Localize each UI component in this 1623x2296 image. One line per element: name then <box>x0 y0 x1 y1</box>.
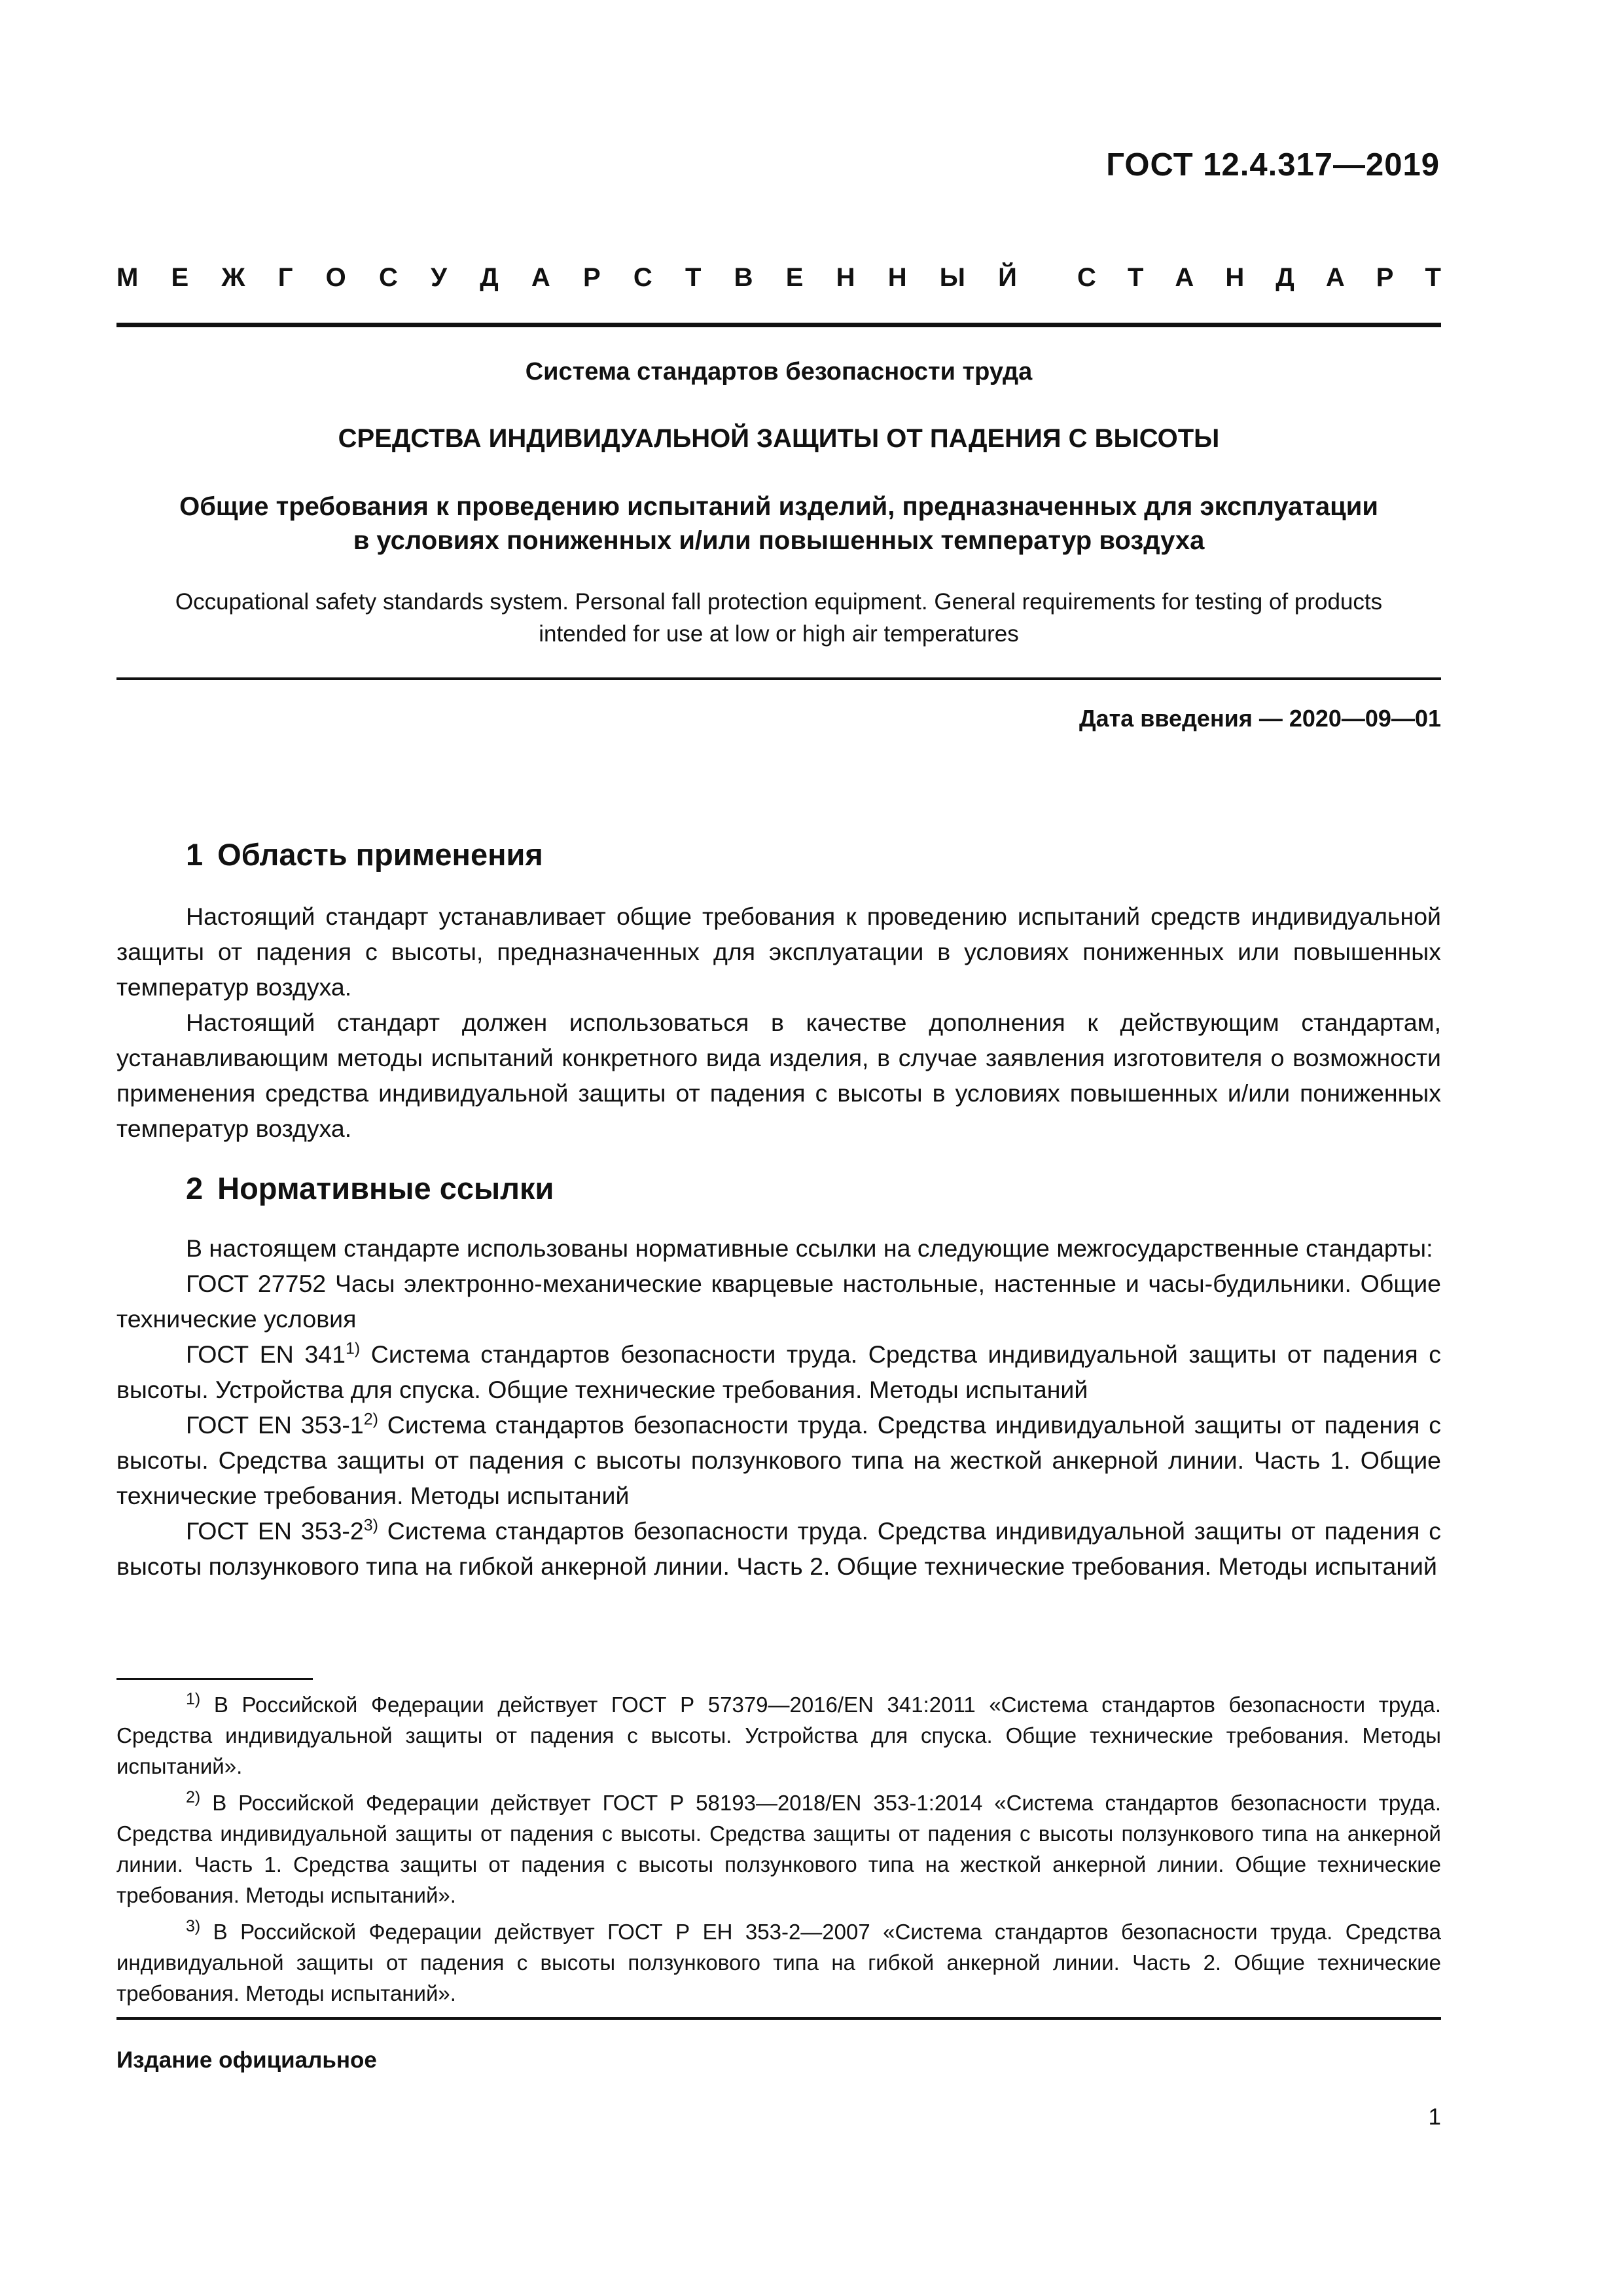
banner-letter: М <box>116 263 139 292</box>
footnote-marker: 2) <box>186 1788 201 1806</box>
footnote <box>116 1916 1441 2009</box>
banner-letter: Д <box>480 263 499 292</box>
footnote-marker: 1) <box>186 1690 201 1708</box>
subtitle <box>116 490 1441 558</box>
section-title: Нормативные ссылки <box>217 1171 554 1206</box>
footnote-marker[interactable]: 2) <box>363 1410 378 1429</box>
banner-letter: С <box>633 263 652 292</box>
banner-letter: Н <box>1225 263 1245 292</box>
footnote-text: В Российской Федерации действует ГОСТ Р 57379—2016/EN 341:2011 «Система стандартов безопасности труда. Средства индивидуальной защиты от падения с высоты. Устройства для спуска. Общие технические требования. Методы испытаний». <box>116 1693 1441 1778</box>
reference-text: Система стандартов безопасности труда. Средства индивидуальной защиты от падения с высоты. Устройства для спуска. Общие технические требования. Методы испытаний <box>116 1340 1441 1403</box>
banner-letter: Д <box>1275 263 1294 292</box>
section-title: Область применения <box>217 837 543 872</box>
subtitle-line: Общие требования к проведению испытаний изделий, предназначенных для эксплуатации <box>179 492 1378 521</box>
reference-item <box>116 1266 1441 1336</box>
reference-item <box>116 1407 1441 1513</box>
banner-letter: Р <box>582 263 601 292</box>
document-number: ГОСТ 12.4.317—2019 <box>1106 147 1440 183</box>
banner-letter: А <box>531 263 550 292</box>
paragraph: Настоящий стандарт устанавливает общие требования к проведению испытаний средств индивидуальной защиты от падения с высоты, предназначенных для эксплуатации в условиях пониженных или повышенных температур воздуха. <box>116 903 1441 1001</box>
banner-letter: С <box>379 263 398 292</box>
footnote-marker[interactable]: 1) <box>345 1339 361 1358</box>
reference-code: ГОСТ EN 341 <box>186 1340 346 1368</box>
official-edition-label: Издание официальное <box>116 2047 377 2073</box>
footnotes <box>116 1689 1441 2015</box>
banner-letter: Е <box>785 263 804 292</box>
main-title: СРЕДСТВА ИНДИВИДУАЛЬНОЙ ЗАЩИТЫ ОТ ПАДЕНИЯ С ВЫСОТЫ <box>338 424 1220 453</box>
paragraph: В настоящем стандарте использованы нормативные ссылки на следующие межгосударственные стандарты: <box>186 1234 1433 1262</box>
reference-text: Система стандартов безопасности труда. Средства индивидуальной защиты от падения с высоты. Средства защиты от падения с высоты ползункового типа на жесткой анкерной линии. Часть 1. Общие технические требования. Методы испытаний <box>116 1411 1441 1509</box>
english-title-line: intended for use at low or high air temperatures <box>539 621 1019 647</box>
banner-word-interstate <box>116 263 1017 293</box>
page-number: 1 <box>1428 2104 1441 2130</box>
banner-letter: Г <box>277 263 293 292</box>
reference-code: ГОСТ EN 353-1 <box>186 1411 364 1439</box>
title-divider <box>116 677 1441 680</box>
banner-letter: Т <box>1127 263 1144 292</box>
banner-letter: В <box>734 263 753 292</box>
reference-item <box>116 1513 1441 1584</box>
banner-word-standard <box>1077 263 1441 293</box>
reference-code: ГОСТ EN 353-2 <box>186 1517 364 1545</box>
banner-letter: С <box>1077 263 1096 292</box>
section-number: 1 <box>186 837 204 872</box>
introduction-date: Дата введения — 2020—09—01 <box>1079 705 1441 732</box>
banner-letter: Т <box>685 263 702 292</box>
reference-text: Система стандартов безопасности труда. Средства индивидуальной защиты от падения с высоты ползункового типа на гибкой анкерной линии. Часть 2. Общие технические требования. Методы испытаний <box>116 1517 1441 1580</box>
banner-letter: Й <box>998 263 1017 292</box>
footnote-marker: 3) <box>186 1917 201 1935</box>
subtitle-line: в условиях пониженных и/или повышенных температур воздуха <box>353 526 1205 555</box>
reference-item <box>116 1336 1441 1407</box>
banner-letter: А <box>1325 263 1345 292</box>
banner-letter: А <box>1175 263 1194 292</box>
standards-series-title: Система стандартов безопасности труда <box>525 358 1033 386</box>
footer-divider <box>116 2017 1441 2020</box>
english-title <box>116 586 1441 650</box>
footnote-text: В Российской Федерации действует ГОСТ Р ЕН 353-2—2007 «Система стандартов безопасности труда. Средства индивидуальной защиты от падения с высоты ползункового типа на гибкой анкерной линии. Часть 2. Общие технические требования. Методы испытаний». <box>116 1920 1441 2005</box>
footnote-divider <box>116 1678 313 1680</box>
section-references-body <box>116 1230 1441 1584</box>
standard-banner <box>116 263 1441 293</box>
banner-letter: Н <box>836 263 855 292</box>
banner-letter: Ы <box>939 263 965 292</box>
header-divider <box>116 323 1441 327</box>
reference-text: Часы электронно-механические кварцевые настольные, настенные и часы-будильники. Общие технические условия <box>116 1270 1441 1333</box>
banner-letter: Р <box>1376 263 1394 292</box>
section-heading-references <box>186 1170 554 1206</box>
banner-letter: О <box>325 263 346 292</box>
section-number: 2 <box>186 1171 204 1206</box>
banner-letter: У <box>431 263 447 292</box>
section-scope-body <box>116 899 1441 1146</box>
banner-letter: Е <box>171 263 189 292</box>
english-title-line: Occupational safety standards system. Personal fall protection equipment. General requirements for testing of products <box>175 589 1383 615</box>
paragraph: Настоящий стандарт должен использоваться в качестве дополнения к действующим стандартам, устанавливающим методы испытаний конкретного вида изделия, в случае заявления изготовителя о возможности применения средства индивидуальной защиты от падения с высоты в условиях повышенных и/или пониженных температур воздуха. <box>116 1009 1441 1142</box>
footnote <box>116 1689 1441 1782</box>
banner-letter: Т <box>1425 263 1441 292</box>
footnote-marker[interactable]: 3) <box>363 1516 378 1535</box>
section-heading-scope <box>186 836 543 872</box>
banner-letter: Ж <box>221 263 245 292</box>
banner-letter: Н <box>887 263 907 292</box>
reference-code: ГОСТ 27752 <box>186 1270 327 1297</box>
footnote-text: В Российской Федерации действует ГОСТ Р 58193—2018/EN 353-1:2014 «Система стандартов безопасности труда. Средства индивидуальной защиты от падения с высоты. Средства защиты от падения с высоты ползункового типа на анкерной линии. Часть 1. Средства защиты от падения с высоты ползункового типа на жесткой анкерной линии. Общие технические требования. Методы испытаний». <box>116 1791 1441 1907</box>
footnote <box>116 1787 1441 1910</box>
